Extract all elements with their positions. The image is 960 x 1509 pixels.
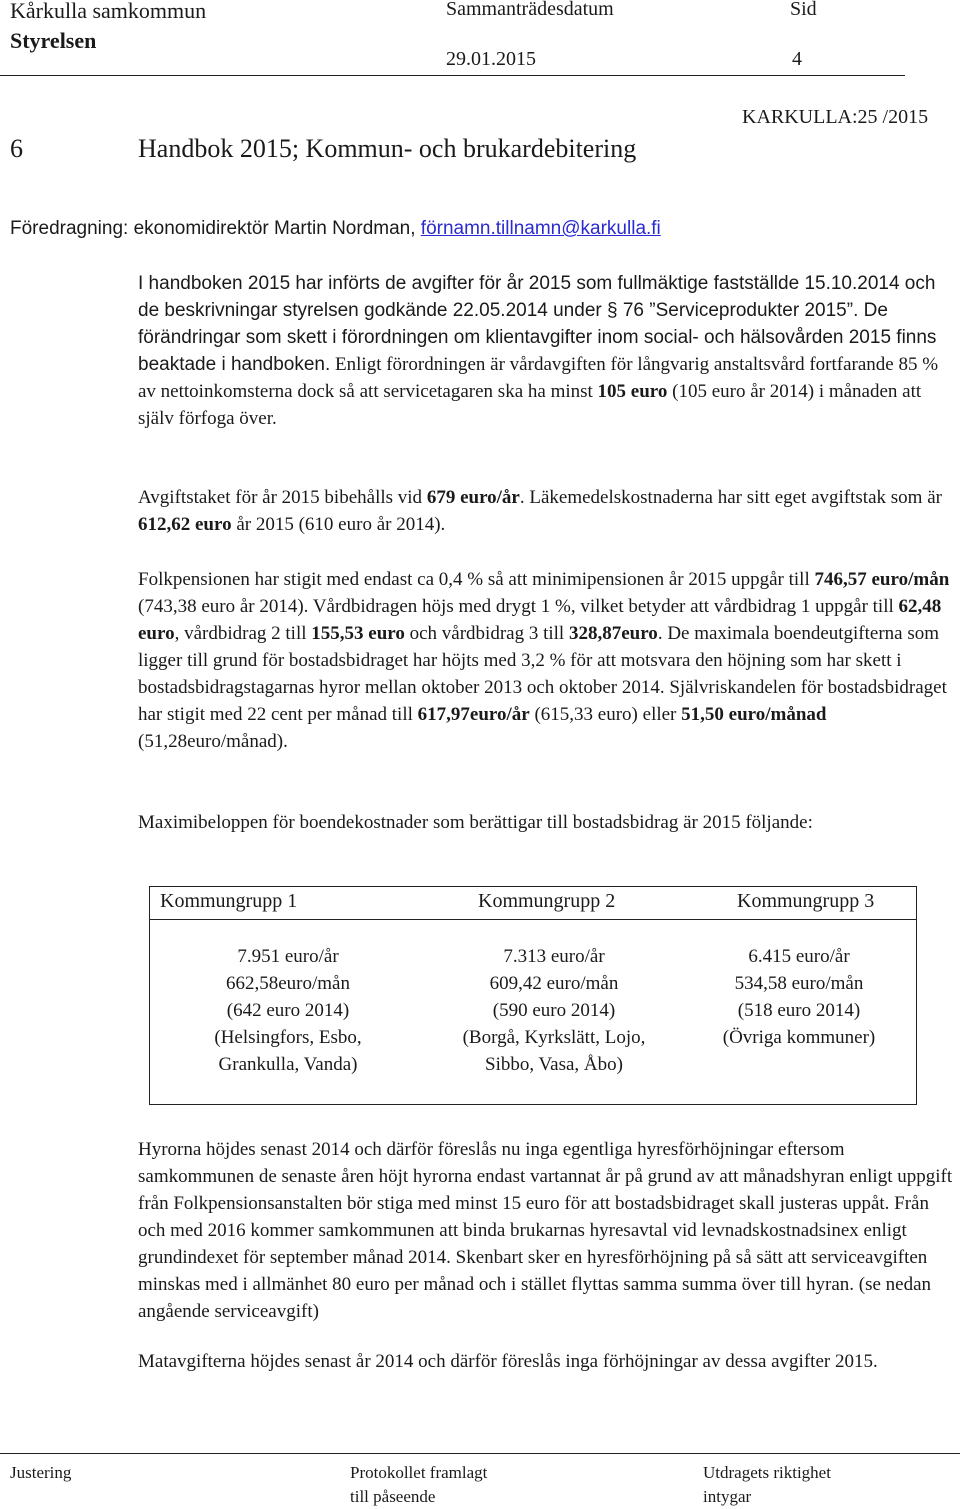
- medicine-cap-bold: 612,62 euro: [138, 514, 232, 535]
- pension-bold: 746,57 euro/mån: [814, 569, 950, 590]
- care-allowance-1-bold: 62,48 euro: [138, 596, 942, 644]
- table-header-group-1: Kommungrupp 1: [160, 890, 298, 912]
- paragraph-pension: [138, 566, 958, 755]
- group-3-year: 6.415 euro/år: [748, 946, 850, 967]
- group-3-month: 534,58 euro/mån: [734, 973, 864, 994]
- care-allowance-3-text: och vårdbidrag 3 till: [404, 623, 569, 644]
- group-1-month: 662,58euro/mån: [225, 973, 350, 994]
- presenter-text: Föredragning: ekonomidirektör Martin Nordman,: [10, 218, 421, 239]
- table-cell-group-3: [682, 943, 916, 1051]
- paragraph-handbook-care-fee: Enligt förordningen är vårdavgiften för långvarig anstaltsvård fortfarande 85 % av nettoinkomsterna dock så att servicetagaren ska ha minst: [138, 354, 939, 402]
- paragraph-meal-fees: Matavgifterna höjdes senast år 2014 och därför föreslås inga förhöjningar av dessa avgifter 2015.: [138, 1351, 878, 1372]
- deductible-year-bold: 617,97euro/år: [417, 704, 530, 725]
- group-3-prev: (518 euro 2014): [737, 1000, 861, 1021]
- group-1-municipalities-2: Grankulla, Vanda): [218, 1054, 358, 1075]
- footer-verification: Justering: [10, 1463, 72, 1482]
- body-name: Styrelsen: [10, 28, 97, 53]
- footer-protocol-line-1: Protokollet framlagt: [350, 1463, 488, 1482]
- medicine-cap-end: år 2015 (610 euro år 2014).: [231, 514, 446, 535]
- fee-cap-bold: 679 euro/år: [426, 487, 520, 508]
- paragraph-rents: Hyrorna höjdes senast 2014 och därför föreslås nu inga egentliga hyresförhöjningar eftersom samkommunen de senaste åren höjt hyrorna endast vartannat år på grund av att månadshyran enligt uppgift från Folkpensionsanstalten bör stiga med minst 15 euro för att bostadsbidraget skall justeras uppåt. Från och med 2016 kommer samkommunen att binda brukarnas hyresavtal vid levnadskostnadsinex enligt grundindexet för september månad 2014. Skenbart sker en hyresförhöjning på så sätt att serviceavgiften minskas med i allmänhet 80 euro per månad och i stället flyttas samma summa över till hyran. (se nedan angående serviceavgift): [138, 1139, 953, 1322]
- care-allowance-3-bold: 328,87euro: [568, 623, 658, 644]
- section-title: Handbok 2015; Kommun- och brukardebitering: [138, 134, 637, 163]
- presenter-line: [10, 218, 661, 240]
- group-1-municipalities-1: (Helsingfors, Esbo,: [214, 1027, 362, 1048]
- deductible-end: (51,28euro/månad).: [138, 731, 288, 752]
- paragraph-max-amounts: Maximibeloppen för boendekostnader som berättigar till bostadsbidrag är 2015 följande:: [138, 812, 813, 833]
- paragraph-handbook-changes: De förändringar som skett i förordningen om klientavgifter inom social- och hälsovården 2015 finns beaktade i handboken.: [138, 300, 937, 375]
- pension-text: Folkpensionen har stigit med endast ca 0,4 % så att minimipensionen år 2015 uppgår till: [138, 569, 815, 590]
- group-2-month: 609,42 euro/mån: [489, 973, 619, 994]
- table-cell-group-2: [426, 943, 682, 1078]
- care-allowance-2-text: , vårdbidrag 2 till: [174, 623, 312, 644]
- group-2-municipalities-1: (Borgå, Kyrkslätt, Lojo,: [462, 1027, 646, 1048]
- housing-cost-table: [149, 886, 917, 1105]
- group-1-prev: (642 euro 2014): [226, 1000, 350, 1021]
- group-2-prev: (590 euro 2014): [492, 1000, 616, 1021]
- care-allowance-2-bold: 155,53 euro: [311, 623, 405, 644]
- section-number: 6: [10, 134, 23, 163]
- paragraph-handbook-end: (105 euro år 2014) i månaden att själv förfoga över.: [138, 381, 922, 429]
- group-3-municipalities-1: (Övriga kommuner): [722, 1027, 876, 1048]
- footer-divider: [0, 1453, 960, 1454]
- header-divider: [0, 75, 905, 76]
- footer-extract-line-1: Utdragets riktighet: [703, 1463, 831, 1482]
- group-2-municipalities-2: Sibbo, Vasa, Åbo): [485, 1054, 623, 1075]
- organization-name: Kårkulla samkommun: [10, 0, 207, 23]
- deductible-or-text: (615,33 euro) eller: [529, 704, 682, 725]
- footer-extract-line-2: intygar: [703, 1487, 752, 1506]
- min-amount-bold: 105 euro: [597, 381, 668, 402]
- paragraph-handbook-intro: I handboken 2015 har införts de avgifter för år 2015 som fullmäktige fastställde 15.10.2014 och de beskrivningar styrelsen godkände 22.05.2014 under § 76 ”Serviceprodukter 2015”.: [138, 273, 936, 321]
- group-1-year: 7.951 euro/år: [237, 946, 339, 967]
- table-header-group-3: Kommungrupp 3: [737, 890, 875, 912]
- table-cell-group-1: [150, 943, 426, 1078]
- meeting-date: 29.01.2015: [446, 48, 536, 70]
- housing-text: . De maximala boendeutgifterna som ligger till grund för bostadsbidraget har höjts med 3,2 % för att motsvara den höjning som har skett i bostadsbidragstagarnas hyror mellan oktober 2013 och oktober 2014. Självriskandelen för bostadsbidraget har stigit med 22 cent per månad till: [138, 623, 947, 725]
- meeting-date-label: Sammanträdesdatum: [446, 0, 614, 20]
- reference-number: KARKULLA:25 /2015: [742, 106, 929, 128]
- page-number: 4: [792, 48, 802, 70]
- presenter-email-link[interactable]: förnamn.tillnamn@karkulla.fi: [420, 218, 661, 239]
- page-label: Sid: [790, 0, 817, 20]
- deductible-month-bold: 51,50 euro/månad: [681, 704, 827, 725]
- group-2-year: 7.313 euro/år: [503, 946, 605, 967]
- care-allowance-text: (743,38 euro år 2014). Vårdbidragen höjs med drygt 1 %, vilket betyder att vårdbidrag 1 uppgår till: [138, 596, 899, 617]
- paragraph-fee-cap: [138, 484, 958, 538]
- paragraph-handbook: [138, 270, 958, 432]
- footer-protocol-line-2: till påseende: [350, 1487, 436, 1506]
- table-header-row: [150, 887, 916, 920]
- table-header-group-2: Kommungrupp 2: [478, 890, 616, 912]
- fee-cap-text: Avgiftstaket för år 2015 bibehålls vid: [138, 487, 427, 508]
- medicine-cap-text: . Läkemedelskostnaderna har sitt eget avgiftstak som är: [519, 487, 942, 508]
